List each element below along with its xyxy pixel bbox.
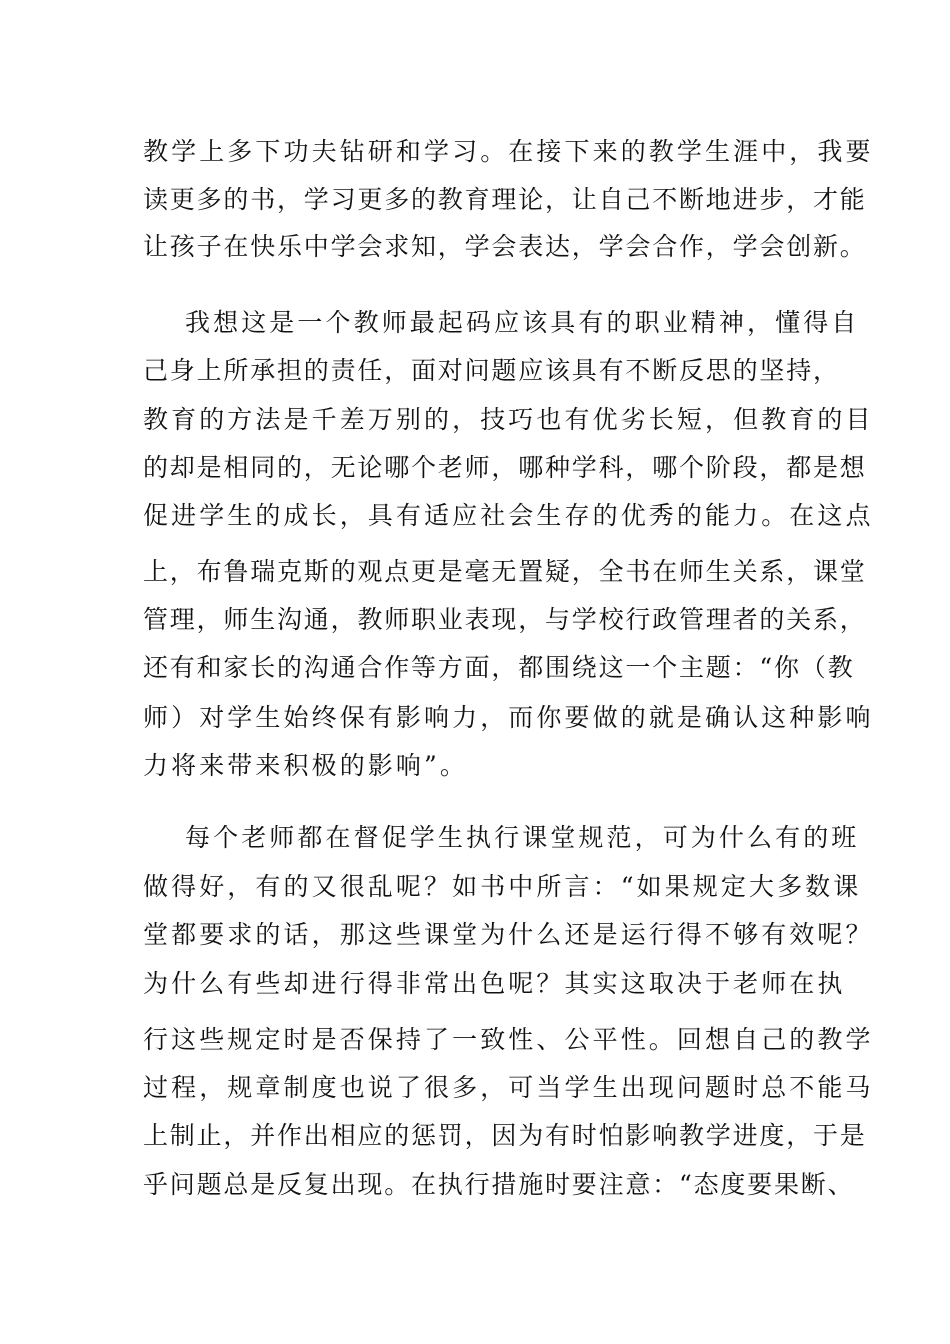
paragraph-3-line-1 [0, 814, 950, 862]
paragraph-3-line-7 [0, 1112, 950, 1160]
paragraph-2-line-8 [0, 644, 950, 692]
paragraph-2-line-6 [0, 548, 950, 596]
text-line: 力将来带来积极的影响”。 [143, 751, 468, 780]
text-line: 让孩子在快乐中学会求知，学会表达，学会合作，学会创新。 [143, 232, 867, 261]
paragraph-2-line-3 [0, 396, 950, 444]
paragraph-3-line-4 [0, 960, 950, 1008]
text-line: 己身上所承担的责任，面对问题应该具有不断反思的坚持， [143, 356, 840, 385]
paragraph-2-line-7 [0, 596, 950, 644]
text-line: 过程，规章制度也说了很多，可当学生出现问题时总不能马 [143, 1073, 874, 1102]
text-line: 堂都要求的话，那这些课堂为什么还是运行得不够有效呢？ [143, 920, 874, 949]
paragraph-2-line-9 [0, 694, 950, 742]
paragraph-2-line-10 [0, 742, 950, 790]
text-line: 教育的方法是千差万别的，技巧也有优劣长短，但教育的目 [143, 405, 874, 434]
text-line: 每个老师都在督促学生执行课堂规范，可为什么有的班 [185, 823, 860, 852]
text-line: 为什么有些却进行得非常出色呢？其实这取决于老师在执 [143, 969, 846, 998]
text-line: 上制止，并作出相应的惩罚，因为有时怕影响教学进度，于是 [143, 1121, 867, 1150]
paragraph-3-line-3 [0, 911, 950, 959]
paragraph-2-line-1 [0, 299, 950, 347]
text-line: 管理，师生沟通，教师职业表现，与学校行政管理者的关系， [143, 605, 867, 634]
text-line: 促进学生的成长，具有适应社会生存的优秀的能力。在这点 [143, 501, 874, 530]
text-line: 读更多的书，学习更多的教育理论，让自己不断地进步，才能 [143, 185, 867, 214]
paragraph-1-line-2 [0, 176, 950, 224]
paragraph-3-line-8 [0, 1161, 950, 1209]
text-line: 的却是相同的，无论哪个老师，哪种学科，哪个阶段，都是想 [143, 453, 867, 482]
paragraph-2-line-5 [0, 492, 950, 540]
text-line: 教学上多下功夫钻研和学习。在接下来的教学生涯中，我要 [143, 137, 874, 166]
paragraph-3-line-2 [0, 863, 950, 911]
text-line: 上，布鲁瑞克斯的观点更是毫无置疑，全书在师生关系，课堂 [143, 557, 867, 586]
text-line: 行这些规定时是否保持了一致性、公平性。回想自己的教学 [143, 1025, 874, 1054]
paragraph-1-line-1 [0, 128, 950, 176]
text-line: 我想这是一个教师最起码应该具有的职业精神，懂得自 [185, 308, 860, 337]
text-line: 乎问题总是反复出现。在执行措施时要注意：“态度要果断、 [143, 1170, 855, 1199]
paragraph-1-line-3 [0, 223, 950, 271]
text-line: 师）对学生始终保有影响力，而你要做的就是确认这种影响 [143, 703, 874, 732]
text-line: 做得好，有的又很乱呢？如书中所言：“如果规定大多数课 [143, 872, 862, 901]
text-line: 还有和家长的沟通合作等方面，都围绕这一个主题：“你（教 [143, 653, 855, 682]
paragraph-2-line-2 [0, 347, 950, 395]
paragraph-2-line-4 [0, 444, 950, 492]
paragraph-3-line-5 [0, 1016, 950, 1064]
paragraph-3-line-6 [0, 1064, 950, 1112]
